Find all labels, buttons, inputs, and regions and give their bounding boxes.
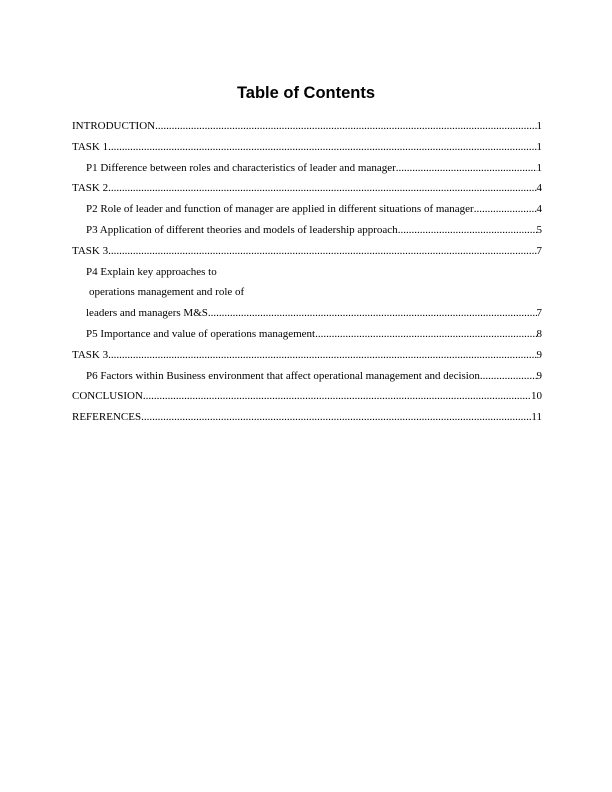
toc-entry-references[interactable]: [72, 407, 542, 428]
toc-page-number: 1: [536, 140, 542, 153]
dot-leader: [108, 137, 536, 158]
toc-page-number: 10: [531, 390, 542, 403]
toc-page-number: 8: [536, 327, 542, 340]
toc-page-number: 9: [536, 348, 542, 361]
toc-entry-label[interactable]: leaders and managers M&S: [86, 307, 208, 320]
toc-list: [72, 116, 542, 428]
toc-page-number: 1: [536, 161, 542, 174]
dot-leader: [315, 324, 536, 345]
toc-entry-p6[interactable]: [72, 366, 542, 387]
toc-entry-p4-line-2[interactable]: [72, 282, 542, 303]
dot-leader: [208, 303, 537, 324]
dot-leader: [396, 158, 537, 179]
toc-entry-task-3[interactable]: [72, 241, 542, 262]
toc-entry-p2[interactable]: [72, 199, 542, 220]
toc-page-number: 5: [536, 223, 542, 236]
toc-title: Table of Contents: [236, 84, 376, 102]
dot-leader: [108, 345, 536, 366]
toc-entry-p5[interactable]: [72, 324, 542, 345]
toc-entry-label[interactable]: INTRODUCTION: [72, 120, 156, 132]
toc-entry-label[interactable]: P1 Difference between roles and characteristics of leader and manager: [86, 161, 396, 174]
toc-entry-label[interactable]: P4 Explain key approaches to: [86, 265, 217, 278]
toc-entry-label[interactable]: P6 Factors within Business environment that affect operational management and decision: [86, 369, 480, 382]
dot-leader: [474, 199, 537, 220]
dot-leader: [155, 116, 536, 137]
toc-entry-label[interactable]: TASK 3: [72, 244, 109, 257]
toc-entry-label[interactable]: P3 Application of different theories and models of leadership approach: [86, 223, 398, 236]
toc-entry-label[interactable]: operations management and role of: [89, 286, 245, 299]
toc-entry-label[interactable]: REFERENCES: [72, 411, 142, 424]
dot-leader: [108, 178, 536, 199]
toc-entry-p4-line-3[interactable]: [72, 303, 542, 324]
toc-entry-conclusion[interactable]: [72, 386, 542, 407]
dot-leader: [108, 241, 536, 262]
toc-entry-label[interactable]: CONCLUSION: [72, 390, 143, 403]
toc-entry-label[interactable]: TASK 2: [72, 182, 109, 195]
toc-page-number: 9: [536, 369, 542, 382]
toc-page-number: 1: [536, 120, 542, 132]
toc-entry-task-2[interactable]: [72, 178, 542, 199]
toc-page-number: 7: [536, 307, 542, 320]
dot-leader: [143, 386, 531, 407]
toc-entry-p4-line-1[interactable]: [72, 262, 542, 283]
toc-entry-introduction[interactable]: [72, 116, 542, 137]
toc-entry-task-1[interactable]: [72, 137, 542, 158]
toc-page-number: 11: [531, 411, 542, 424]
dot-leader: [141, 407, 531, 428]
dot-leader: [480, 366, 537, 387]
toc-entry-label[interactable]: TASK 3: [72, 348, 109, 361]
toc-page-number: 7: [536, 244, 542, 257]
toc-entry-p3[interactable]: [72, 220, 542, 241]
toc-entry-task-3-second[interactable]: [72, 345, 542, 366]
toc-page-number: 4: [536, 203, 542, 216]
toc-entry-p1[interactable]: [72, 158, 542, 179]
dot-leader: [398, 220, 537, 241]
toc-page-number: 4: [536, 182, 542, 195]
toc-entry-label[interactable]: P2 Role of leader and function of manager are applied in different situations of manager: [86, 203, 474, 216]
toc-entry-label[interactable]: TASK 1: [72, 140, 109, 153]
toc-entry-label[interactable]: P5 Importance and value of operations management: [86, 327, 316, 340]
